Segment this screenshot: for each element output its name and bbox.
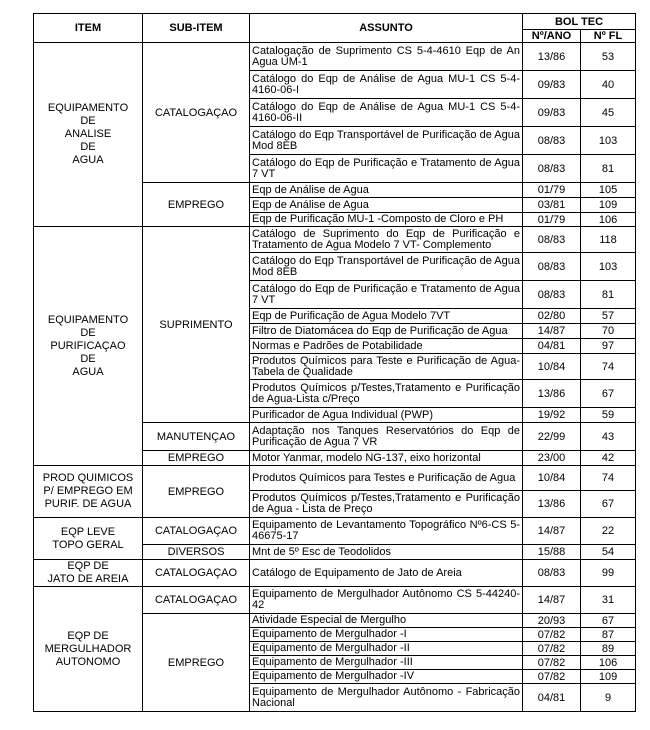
table-row — [34, 518, 636, 545]
no-fl-cell: 22 — [581, 518, 636, 545]
assunto-cell: Mnt de 5º Esc de Teodolidos — [250, 545, 523, 560]
assunto-cell: Produtos Químicos para Testes e Purificação de Agua — [250, 466, 523, 491]
no-ano-cell: 01/79 — [523, 213, 581, 227]
no-ano-cell: 07/82 — [523, 628, 581, 642]
no-fl-cell: 105 — [581, 183, 636, 198]
no-ano-cell: 15/88 — [523, 545, 581, 560]
no-fl-cell: 42 — [581, 451, 636, 466]
no-fl-cell: 74 — [581, 354, 636, 380]
table-row — [34, 227, 636, 253]
no-ano-cell: 04/81 — [523, 339, 581, 354]
no-ano-cell: 02/80 — [523, 309, 581, 324]
assunto-cell: Eqp de Análise de Agua — [250, 183, 523, 198]
header-no-fl: Nº FL — [581, 30, 636, 43]
no-ano-cell: 08/83 — [523, 227, 581, 253]
bol-tec-index-table — [33, 13, 636, 712]
no-fl-cell: 54 — [581, 545, 636, 560]
no-ano-cell: 14/87 — [523, 518, 581, 545]
no-fl-cell: 45 — [581, 99, 636, 127]
no-fl-cell: 67 — [581, 491, 636, 518]
item-label: EQUIPAMENTO DE ANALISE DE AGUA — [47, 102, 129, 166]
assunto-cell: Equipamento de Mergulhador -I — [250, 628, 523, 642]
no-fl-cell: 70 — [581, 324, 636, 339]
subitem-cell: CATALOGAÇAO — [143, 518, 250, 545]
assunto-cell: Purificador de Agua Individual (PWP) — [250, 408, 523, 423]
no-fl-cell: 40 — [581, 71, 636, 99]
assunto-cell: Filtro de Diatomácea do Eqp de Purificação de Agua — [250, 324, 523, 339]
assunto-cell: Equipamento de Mergulhador -III — [250, 656, 523, 670]
subitem-cell: SUPRIMENTO — [143, 227, 250, 423]
no-ano-cell: 13/86 — [523, 491, 581, 518]
header-row — [34, 14, 636, 30]
assunto-cell: Equipamento de Levantamento Topográfico Nº6-CS 5-46675-17 — [250, 518, 523, 545]
table-row — [34, 43, 636, 71]
assunto-cell: Eqp de Purificação MU-1 -Composto de Cloro e PH — [250, 213, 523, 227]
item-label: EQP LEVE TOPO GERAL — [52, 525, 124, 551]
no-fl-cell: 53 — [581, 43, 636, 71]
no-ano-cell: 07/82 — [523, 670, 581, 684]
no-ano-cell: 07/82 — [523, 642, 581, 656]
subitem-cell: EMPREGO — [143, 451, 250, 466]
subitem-cell: EMPREGO — [143, 614, 250, 712]
assunto-cell: Eqp de Análise de Agua — [250, 198, 523, 213]
assunto-cell: Catálogo do Eqp Transportável de Purificação de Agua Mod 8EB — [250, 127, 523, 155]
no-ano-cell: 08/83 — [523, 127, 581, 155]
item-label: EQP DE MERGULHADOR AUTONOMO — [44, 629, 132, 668]
assunto-cell: Motor Yanmar, modelo NG-137, eixo horizontal — [250, 451, 523, 466]
subitem-cell: EMPREGO — [143, 466, 250, 518]
no-ano-cell: 07/82 — [523, 656, 581, 670]
subitem-cell: CATALOGAÇAO — [143, 560, 250, 587]
no-ano-cell: 13/86 — [523, 43, 581, 71]
no-fl-cell: 89 — [581, 642, 636, 656]
no-ano-cell: 01/79 — [523, 183, 581, 198]
no-fl-cell: 43 — [581, 423, 636, 451]
item-cell — [34, 518, 143, 560]
subitem-cell: CATALOGAÇAO — [143, 587, 250, 614]
item-cell — [34, 560, 143, 587]
no-ano-cell: 14/87 — [523, 324, 581, 339]
item-cell — [34, 43, 143, 227]
assunto-cell: Catalogação de Suprimento CS 5-4-4610 Eqp de An Agua UM-1 — [250, 43, 523, 71]
item-cell — [34, 466, 143, 518]
no-fl-cell: 67 — [581, 614, 636, 628]
no-ano-cell: 03/81 — [523, 198, 581, 213]
no-ano-cell: 09/83 — [523, 99, 581, 127]
assunto-cell: Adaptação nos Tanques Reservatórios do Eqp de Purificação de Agua 7 VR — [250, 423, 523, 451]
assunto-cell: Catálogo do Eqp de Purificação e Tratamento de Agua 7 VT — [250, 155, 523, 183]
table-body — [34, 43, 636, 712]
header-assunto: ASSUNTO — [250, 14, 523, 43]
assunto-cell: Normas e Padrões de Potabilidade — [250, 339, 523, 354]
item-label: EQUIPAMENTO DE PURIFICAÇAO DE AGUA — [47, 313, 129, 378]
assunto-cell: Equipamento de Mergulhador Autônomo CS 5-44240-42 — [250, 587, 523, 614]
no-ano-cell: 08/83 — [523, 253, 581, 281]
table-row — [34, 560, 636, 587]
assunto-cell: Produtos Químicos p/Testes,Tratamento e Purificação de Agua - Lista de Preço — [250, 491, 523, 518]
no-ano-cell: 10/84 — [523, 354, 581, 380]
table-row — [34, 466, 636, 491]
no-fl-cell: 67 — [581, 380, 636, 408]
no-ano-cell: 08/83 — [523, 560, 581, 587]
assunto-cell: Catálogo do Eqp Transportável de Purificação de Agua Mod 8EB — [250, 253, 523, 281]
no-ano-cell: 08/83 — [523, 155, 581, 183]
assunto-cell: Produtos Químicos p/Testes,Tratamento e Purificação de Agua-Lista c/Preço — [250, 380, 523, 408]
no-fl-cell: 103 — [581, 127, 636, 155]
no-fl-cell: 109 — [581, 198, 636, 213]
assunto-cell: Produtos Químicos para Teste e Purificação de Agua-Tabela de Qualidade — [250, 354, 523, 380]
no-fl-cell: 118 — [581, 227, 636, 253]
header-item: ITEM — [34, 14, 143, 43]
item-label: PROD QUIMICOS P/ EMPREGO EM PURIF. DE AGUA — [42, 472, 134, 510]
assunto-cell: Catálogo do Eqp de Análise de Agua MU-1 CS 5-4-4160-06-II — [250, 99, 523, 127]
no-fl-cell: 109 — [581, 670, 636, 684]
no-ano-cell: 14/87 — [523, 587, 581, 614]
assunto-cell: Equipamento de Mergulhador -IV — [250, 670, 523, 684]
no-ano-cell: 08/83 — [523, 281, 581, 309]
assunto-cell: Equipamento de Mergulhador -II — [250, 642, 523, 656]
subitem-cell: CATALOGAÇAO — [143, 43, 250, 183]
no-ano-cell: 19/92 — [523, 408, 581, 423]
subitem-cell: DIVERSOS — [143, 545, 250, 560]
header-subitem: SUB-ITEM — [143, 14, 250, 43]
item-label: EQP DE JATO DE AREIA — [47, 560, 129, 585]
assunto-cell: Catálogo do Eqp de Análise de Agua MU-1 CS 5-4-4160-06-I — [250, 71, 523, 99]
no-fl-cell: 74 — [581, 466, 636, 491]
no-ano-cell: 04/81 — [523, 684, 581, 712]
no-fl-cell: 99 — [581, 560, 636, 587]
no-fl-cell: 106 — [581, 656, 636, 670]
item-cell — [34, 227, 143, 466]
no-ano-cell: 13/86 — [523, 380, 581, 408]
no-fl-cell: 31 — [581, 587, 636, 614]
no-fl-cell: 106 — [581, 213, 636, 227]
no-fl-cell: 57 — [581, 309, 636, 324]
no-fl-cell: 9 — [581, 684, 636, 712]
no-fl-cell: 59 — [581, 408, 636, 423]
no-ano-cell: 23/00 — [523, 451, 581, 466]
item-cell — [34, 587, 143, 712]
no-fl-cell: 81 — [581, 281, 636, 309]
no-fl-cell: 81 — [581, 155, 636, 183]
no-ano-cell: 20/93 — [523, 614, 581, 628]
subitem-cell: EMPREGO — [143, 183, 250, 227]
table-row — [34, 587, 636, 614]
no-fl-cell: 97 — [581, 339, 636, 354]
header-bol-tec: BOL TEC — [523, 14, 636, 30]
no-fl-cell: 103 — [581, 253, 636, 281]
subitem-cell: MANUTENÇAO — [143, 423, 250, 451]
no-ano-cell: 22/99 — [523, 423, 581, 451]
no-fl-cell: 87 — [581, 628, 636, 642]
assunto-cell: Catálogo de Equipamento de Jato de Areia — [250, 560, 523, 587]
no-ano-cell: 10/84 — [523, 466, 581, 491]
header-no-ano: Nº/ANO — [523, 30, 581, 43]
assunto-cell: Atividade Especial de Mergulho — [250, 614, 523, 628]
no-ano-cell: 09/83 — [523, 71, 581, 99]
assunto-cell: Catálogo do Eqp de Purificação e Tratamento de Agua 7 VT — [250, 281, 523, 309]
assunto-cell: Eqp de Purificação de Agua Modelo 7VT — [250, 309, 523, 324]
assunto-cell: Catálogo de Suprimento do Eqp de Purificação e Tratamento de Agua Modelo 7 VT- Complemento — [250, 227, 523, 253]
assunto-cell: Equipamento de Mergulhador Autônomo - Fabricação Nacional — [250, 684, 523, 712]
